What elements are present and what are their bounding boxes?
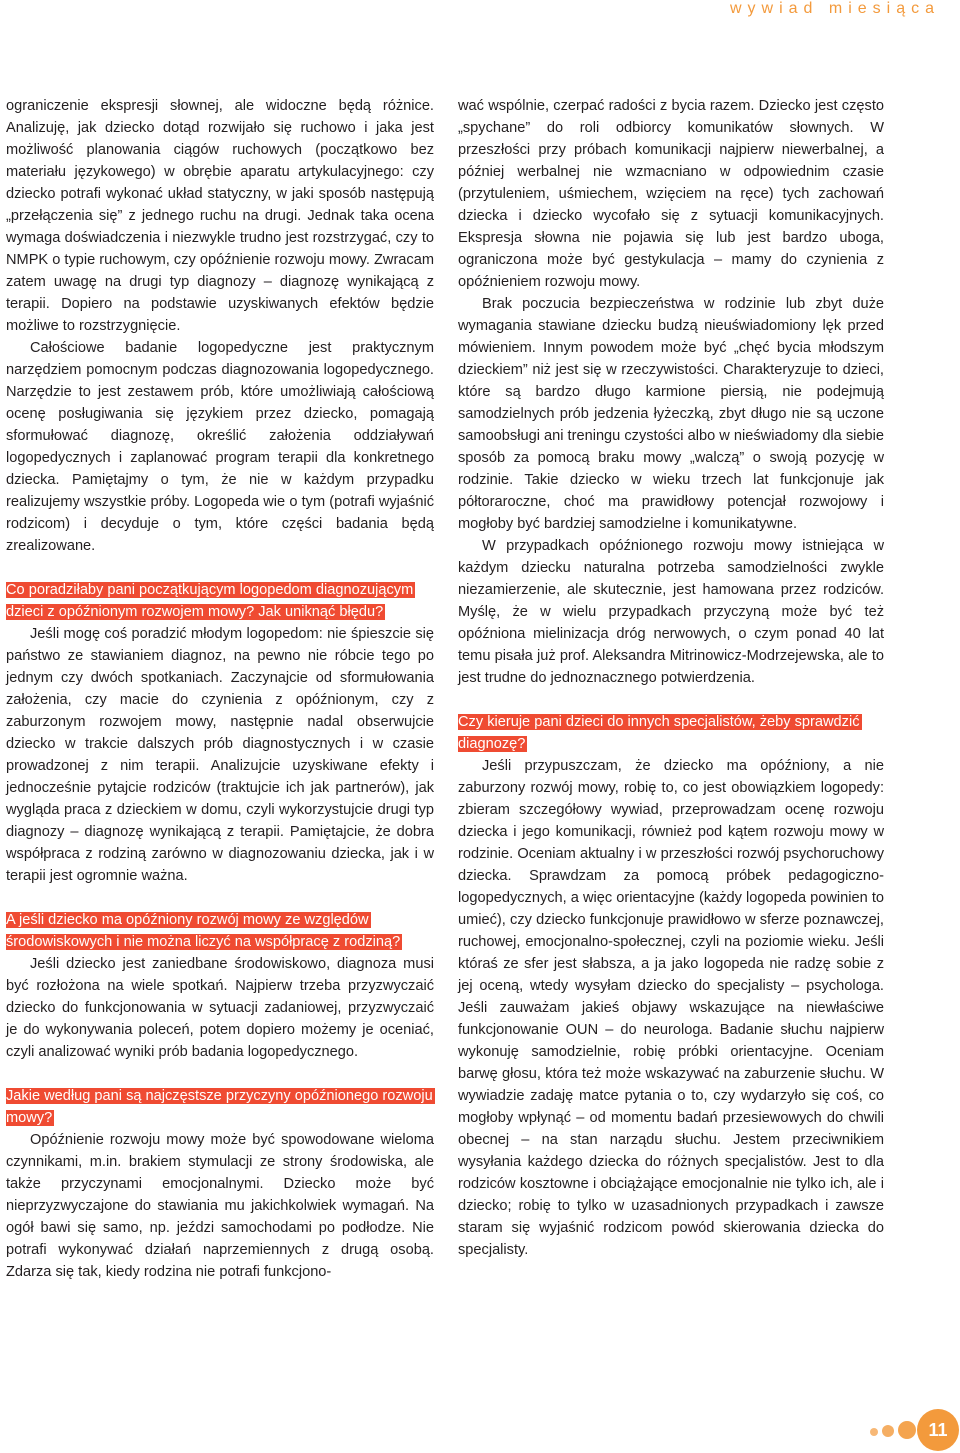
- question-text: Co poradziłaby pani początkującym logopedom diagnozującym dzieci z opóźnionym rozwojem mowy? Jak uniknąć błędu?: [6, 582, 414, 620]
- question-heading: [458, 711, 884, 755]
- question-text: Jakie według pani są najczęstsze przyczyny opóźnionego rozwoju mowy?: [6, 1088, 433, 1126]
- dot-icon: [898, 1421, 916, 1439]
- dot-icon: [882, 1425, 894, 1437]
- question-heading: [6, 909, 434, 953]
- question-text: Czy kieruje pani dzieci do innych specjalistów, żeby sprawdzić diagnozę?: [458, 714, 860, 752]
- left-column: [6, 95, 434, 1283]
- paragraph: Jeśli mogę coś poradzić młodym logopedom: nie śpieszcie się państwo ze stawianiem diagnoz, na pewno nie róbcie tego po jednym czy dwóch spotkaniach. Zaczynajcie od sformułowania założenia, czy macie do czynienia z opóźnionym, czy z zaburzonym rozwojem mowy, następnie nadal obserwujcie dziecko w trakcie dalszych prób diagnostycznych i w czasie prowadzonej z nim terapii. Analizujcie uzyskiwane efekty i jednocześnie pytajcie rodziców (traktujcie ich jak partnerów), jak wygląda praca z dzieckiem w domu, czyli wykorzystujcie drugi typ diagnozy – diagnozę wynikającą z terapii. Pamiętajcie, że dobra współpraca z rodziną zarówno w diagnozowaniu dziecka, jak i w terapii jest ogromnie ważna.: [6, 626, 434, 884]
- question-heading: [6, 579, 434, 623]
- page-number: 11: [917, 1409, 959, 1451]
- paragraph: Jeśli przypuszczam, że dziecko ma opóźniony, a nie zaburzony rozwój mowy, robię to, co jest obowiązkiem logopedy: zbieram szczegółowy wywiad, przeprowadzam ocenę rozwoju dziecka i jego komunikacji, również pod kątem rozwoju mowy w rodzinie. Oceniam aktualny i w przeszłości rozwój psychoruchowy dziecka. Sprawdzam za pomocą próbek pedagogiczno-logopedycznych, a więc orientacyjne (każdy logopeda powinien to umieć), czy dziecko funkcjonuje prawidłowo w sferze poznawczej, ruchowej, emocjonalno-społecznej, czyli na poziomie wieku. Jeśli któraś ze sfer jest słabsza, a ja jako logopeda nie radzę sobie z jej oceną, wtedy wysyłam dziecko do specjalisty – psychologa. Jeśli zauważam jakieś objawy wskazujące na niewłaściwe funkcjonowanie OUN – do neurologa. Badanie słuchu najpierw wykonuję samodzielnie, robię próbki orientacyjne. Oceniam barwę głosu, która też może wskazywać na zaburzenie słuchu. W wywiadzie zadaję matce pytania o to, czy wydarzyło się coś, co mogłoby wpłynąć – od momentu badań przesiewowych do chwili obecnej – na stan narządu słuchu. Jestem przeciwnikiem wysyłania każdego dziecka do różnych specjalistów. Jest to dla rodziców kosztowne i obciążające emocjonalnie nie tylko ich, ale i dziecko; robię to tylko w uzasadnionych przypadkach i zawsze staram się wyjaśnić rodzicom powód skierowania dziecka do specjalisty.: [458, 758, 884, 1258]
- section-header: wywiad miesiąca: [729, 0, 940, 17]
- paragraph: W przypadkach opóźnionego rozwoju mowy istniejąca w każdym dziecku naturalna potrzeba samodzielności zwykle niezamierzenie, ale skutecznie, jest hamowana przez rodziców. Myślę, że w wielu przypadkach przyczyną może być też opóźniona mielinizacja dróg nerwowych, o czym ponad 40 lat temu pisała już prof. Aleksandra Mitrinowicz-Modrzejewska, ale to jest trudne do jednoznacznego potwierdzenia.: [458, 538, 884, 686]
- paragraph: Opóźnienie rozwoju mowy może być spowodowane wieloma czynnikami, m.in. brakiem stymulacji ze strony środowiska, ale także przyczynami emocjonalnymi. Dziecko może być nieprzyzwyczajone do stawiania mu jakichkolwiek wymagań. Na ogół bawi się samo, np. jeździ samochodami po podłodze. Nie potrafi wykonywać działań naprzemiennych z drugą osobą. Zdarza się tak, kiedy rodzina nie potrafi funkcjono-: [6, 1132, 434, 1280]
- question-text: A jeśli dziecko ma opóźniony rozwój mowy ze względów środowiskowych i nie można liczyć na współpracę z rodziną?: [6, 912, 401, 950]
- paragraph: ograniczenie ekspresji słownej, ale widoczne będą różnice. Analizuję, jak dziecko dotąd rozwijało się ruchowo i jaka jest możliwość planowania ciągów ruchowych (początkowo bez materiału językowego) w obrębie aparatu artykulacyjnego: czy dziecko potrafi wykonać układ statyczny, w jaki sposób następują „przełączenia się” z jednego ruchu na drugi. Jednak taka ocena wymaga doświadczenia i niezwykle trudno jest rozstrzygać, czy to NMPK o typie ruchowym, czy opóźnienie rozwoju mowy. Zwracam zatem uwagę na drugi typ diagnozy – diagnozę wynikającą z terapii. Dopiero na podstawie uzyskiwanych efektów będzie możliwe to rozstrzygnięcie.: [6, 98, 434, 334]
- dot-icon: [870, 1428, 878, 1436]
- paragraph: Jeśli dziecko jest zaniedbane środowiskowo, diagnoza musi być rozłożona na wiele spotkań. Najpierw trzeba przyzwyczaić dziecko do funkcjonowania w sytuacji zadaniowej, przyzwyczaić je do wykonywania poleceń, potem dopiero możemy je oceniać, czyli analizować wyniki prób badania logopedycznego.: [6, 956, 434, 1060]
- right-column: [458, 95, 884, 1261]
- paragraph: Brak poczucia bezpieczeństwa w rodzinie lub zbyt duże wymagania stawiane dziecku budzą nieuświadomiony lęk przed mówieniem. Innym powodem może być „chęć bycia młodszym dzieckiem” niż jest się w rzeczywistości. Charakteryzuje to dzieci, które są bardzo długo karmione piersią, nie podejmują samodzielnych prób jedzenia łyżeczką, zbyt długo nie są uczone samoobsługi ani treningu czystości albo w nieświadomy dla siebie sposób za pomocą braku mowy „walczą” o swoją pozycję w rodzinie. Takie dziecko w wieku trzech lat funkcjonuje jak półtoraroczne, choć ma prawidłowy potencjał rozwojowy i mogłoby być bardziej samodzielne i komunikatywne.: [458, 296, 884, 532]
- paragraph: Całościowe badanie logopedyczne jest praktycznym narzędziem pomocnym podczas diagnozowania logopedycznego. Narzędzie to jest zestawem prób, które umożliwiają całościową ocenę posługiwania się językiem przez dziecko, pomagają sformułować diagnozę, określić założenia oddziaływań logopedycznych i zaplanować program terapii dla konkretnego dziecka. Pamiętajmy o tym, że nie w każdym przypadku realizujemy wszystkie próby. Logopeda wie o tym (potrafi wyjaśnić rodzicom) i decyduje o tym, które części badania będą zrealizowane.: [6, 340, 434, 554]
- question-heading: [6, 1085, 434, 1129]
- paragraph: wać wspólnie, czerpać radości z bycia razem. Dziecko jest często „spychane” do roli odbiorcy komunikatów słownych. W przeszłości przy próbach komunikacji najpierw niewerbalnej, a później werbalnej nie wzmacniano w odpowiednim czasie (przytuleniem, uśmiechem, wzięciem na ręce) tych zachowań dziecka i dziecko wycofało się z sytuacji komunikacyjnych. Ekspresja słowna nie pojawia się lub jest bardzo uboga, ograniczona może być gestykulacja – mamy do czynienia z opóźnieniem rozwoju mowy.: [458, 98, 884, 290]
